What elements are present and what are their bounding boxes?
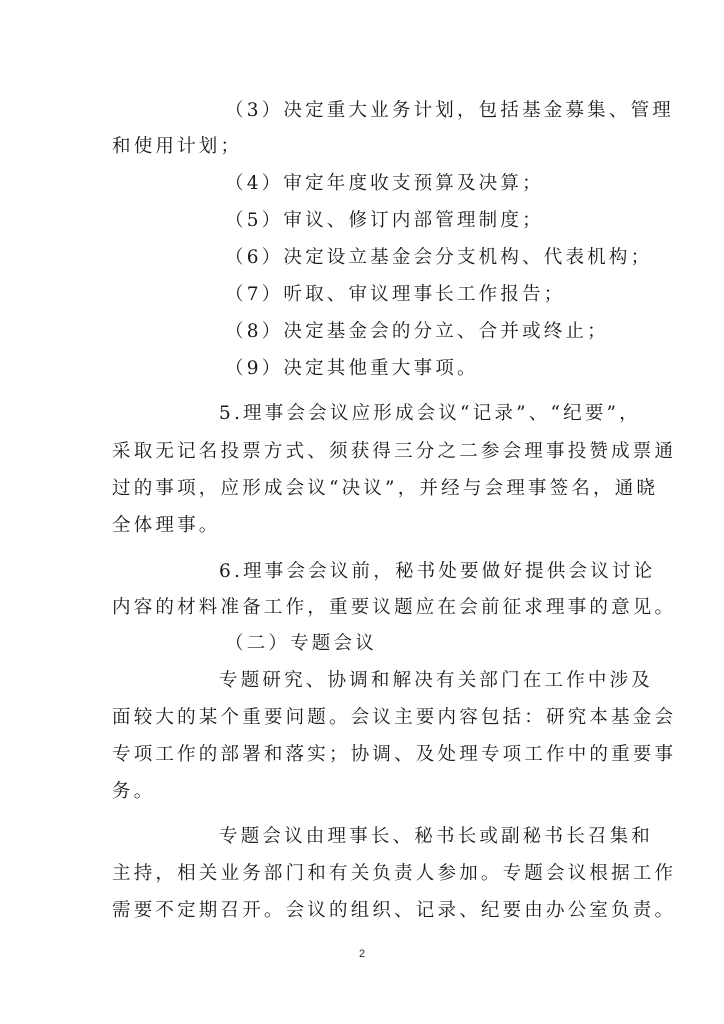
text-line-para5-cont2: 过的事项，应形成会议“决议”，并经与会理事签名，通晓 bbox=[112, 478, 659, 499]
text-line-topic-para2-cont1: 主持，相关业务部门和有关负责人参加。专题会议根据工作 bbox=[112, 863, 677, 884]
text-line-para5: 5.理事会会议应形成会议“记录”、“纪要”， bbox=[219, 403, 641, 424]
section-heading: （二）专题会议 bbox=[225, 633, 377, 654]
text-line-item-6: （6）决定设立基金会分支机构、代表机构； bbox=[225, 247, 653, 268]
text-line-item-7: （7）听取、审议理事长工作报告； bbox=[225, 284, 566, 305]
text-line-para5-cont1: 采取无记名投票方式、须获得三分之二参会理事投赞成票通 bbox=[112, 441, 677, 462]
text-line-topic-para2: 专题会议由理事长、秘书长或副秘书长召集和 bbox=[219, 826, 654, 847]
text-line-item-3: （3）决定重大业务计划，包括基金募集、管理 bbox=[225, 100, 674, 121]
text-line-item-9: （9）决定其他重大事项。 bbox=[225, 358, 479, 379]
text-line-item-3-cont: 和使用计划； bbox=[112, 136, 243, 157]
text-line-item-4: （4）审定年度收支预算及决算； bbox=[225, 173, 544, 194]
text-line-topic-para1-cont3: 务。 bbox=[112, 781, 156, 802]
text-line-topic-para1-cont1: 面较大的某个重要问题。会议主要内容包括：研究本基金会 bbox=[112, 707, 677, 728]
text-line-topic-para1-cont2: 专项工作的部署和落实；协调、及处理专项工作中的重要事 bbox=[112, 744, 677, 765]
text-line-para5-cont3: 全体理事。 bbox=[112, 515, 221, 536]
text-line-item-5: （5）审议、修订内部管理制度； bbox=[225, 210, 544, 231]
page-number: 2 bbox=[358, 948, 366, 960]
text-line-para6: 6.理事会会议前，秘书处要做好提供会议讨论 bbox=[219, 561, 656, 582]
text-line-topic-para2-cont2: 需要不定期召开。会议的组织、记录、纪要由办公室负责。 bbox=[112, 900, 677, 921]
text-line-para6-cont: 内容的材料准备工作，重要议题应在会前征求理事的意见。 bbox=[112, 597, 677, 618]
text-line-item-8: （8）决定基金会的分立、合并或终止； bbox=[225, 321, 609, 342]
text-line-topic-para1: 专题研究、协调和解决有关部门在工作中涉及 bbox=[219, 670, 654, 691]
